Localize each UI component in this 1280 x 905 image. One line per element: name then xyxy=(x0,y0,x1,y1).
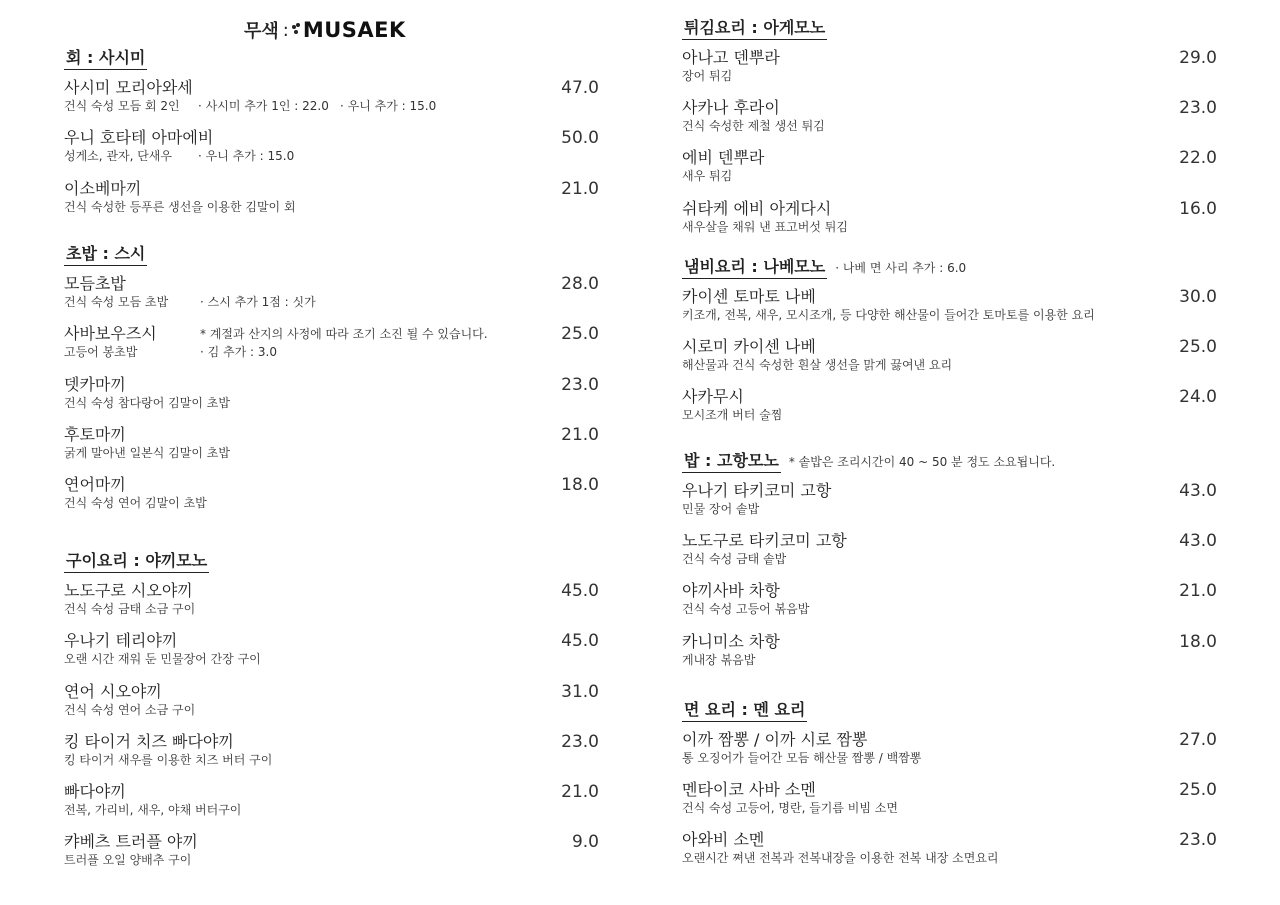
menu-item xyxy=(64,425,599,475)
item-description: 건식 숙성 참다랑어 김말이 초밥 xyxy=(64,395,230,410)
item-price: 21.0 xyxy=(561,424,599,445)
item-option: · 김 추가 : 3.0 xyxy=(200,345,277,360)
item-price: 21.0 xyxy=(1179,581,1217,602)
menu-item xyxy=(64,475,599,525)
item-price: 23.0 xyxy=(1179,830,1217,851)
item-name: 우니 호타테 아마에비 xyxy=(64,128,214,148)
menu-section xyxy=(64,551,599,868)
section-header xyxy=(64,551,599,575)
menu-item xyxy=(682,531,1217,581)
brand-english: MUSAEK xyxy=(302,18,406,42)
section-title: 밥 : 고항모노 xyxy=(682,451,781,473)
item-description: 건식 숙성 모듬 회 2인 xyxy=(64,99,180,113)
section-title: 냄비요리 : 나베모노 xyxy=(682,257,827,279)
section-title: 튀김요리 : 아게모노 xyxy=(682,18,827,40)
menu-item xyxy=(682,287,1217,337)
item-description: 건식 숙성 고등어 볶음밥 xyxy=(682,602,810,617)
item-description: 건식 숙성한 등푸른 생선을 이용한 김말이 회 xyxy=(64,199,296,214)
item-price: 25.0 xyxy=(1179,337,1217,358)
menu-item xyxy=(64,832,599,882)
item-name: 카니미소 차항 xyxy=(682,631,780,651)
menu-item xyxy=(682,337,1217,387)
section-note: · 나베 면 사리 추가 : 6.0 xyxy=(835,261,967,275)
item-price: 45.0 xyxy=(561,581,599,601)
item-name: 연어마끼 xyxy=(64,475,126,495)
item-description: 건식 숙성 금태 솥밥 xyxy=(682,552,787,567)
menu-item xyxy=(64,682,599,732)
item-name: 야끼사바 차항 xyxy=(682,581,780,601)
item-price: 27.0 xyxy=(1179,730,1217,750)
item-name: 멘타이코 사바 소멘 xyxy=(682,780,816,800)
item-name: 뎃카마끼 xyxy=(64,374,126,394)
menu-section xyxy=(682,700,1217,866)
menu-item xyxy=(64,375,599,425)
section-title: 구이요리 : 야끼모노 xyxy=(64,551,209,573)
item-description: 건식 숙성 금태 소금 구이 xyxy=(64,602,196,616)
item-list xyxy=(64,78,599,229)
menu-item xyxy=(64,274,599,324)
item-name: 노도구로 타키코미 고항 xyxy=(682,531,847,551)
brand-mark-icon xyxy=(292,23,301,37)
menu-item xyxy=(682,199,1217,249)
menu-item xyxy=(64,324,599,374)
menu-item xyxy=(682,780,1217,830)
item-description: 오랜 시간 재워 둔 민물장어 간장 구이 xyxy=(64,652,261,667)
item-description: 키조개, 전복, 새우, 모시조개, 등 다양한 해산물이 들어간 토마토를 이용한 요리 xyxy=(682,308,1095,322)
menu-section xyxy=(64,244,599,511)
section-header xyxy=(682,18,1217,42)
menu-item xyxy=(682,632,1217,682)
item-description: 킹 타이거 새우를 이용한 치즈 버터 구이 xyxy=(64,752,273,767)
item-price: 25.0 xyxy=(561,324,599,345)
section-header xyxy=(64,48,599,72)
item-option: · 우니 추가 : 15.0 xyxy=(198,149,295,164)
item-description: 새우 튀김 xyxy=(682,169,733,184)
menu-item xyxy=(682,148,1217,198)
section-title: 초밥 : 스시 xyxy=(64,244,147,266)
item-description: 성게소, 관자, 단새우 xyxy=(64,149,172,164)
item-name: 캬베츠 트러플 야끼 xyxy=(64,832,198,852)
item-price: 29.0 xyxy=(1179,48,1217,68)
item-name: 시로미 카이센 나베 xyxy=(682,337,816,357)
item-description: 건식 숙성 연어 소금 구이 xyxy=(64,702,196,717)
item-name: 에비 덴뿌라 xyxy=(682,148,765,168)
item-option: · 사시미 추가 1인 : 22.0 xyxy=(198,99,329,113)
section-header xyxy=(64,244,599,268)
item-description: 오랜시간 쪄낸 전복과 전복내장을 이용한 전복 내장 소면요리 xyxy=(682,851,999,866)
item-list xyxy=(64,581,599,883)
menu-item xyxy=(64,631,599,681)
item-name: 모듬초밥 xyxy=(64,274,126,293)
menu-item xyxy=(64,78,599,128)
menu-item xyxy=(64,782,599,832)
item-name: 사바보우즈시 xyxy=(64,324,157,344)
item-name: 사카무시 xyxy=(682,387,744,407)
menu-item xyxy=(64,128,599,178)
item-price: 21.0 xyxy=(561,178,599,199)
item-description: 건식 숙성 모듬 초밥 xyxy=(64,295,169,309)
menu-section xyxy=(682,18,1217,234)
item-price: 25.0 xyxy=(1179,780,1217,801)
item-list xyxy=(682,730,1217,881)
section-header xyxy=(682,700,1217,724)
item-name: 사카나 후라이 xyxy=(682,98,780,118)
brand-separator: : xyxy=(282,19,289,41)
menu-item xyxy=(682,48,1217,98)
item-description: 건식 숙성한 제철 생선 튀김 xyxy=(682,119,825,134)
item-price: 23.0 xyxy=(561,731,599,752)
item-name: 노도구로 시오야끼 xyxy=(64,581,193,600)
item-price: 16.0 xyxy=(1179,198,1217,219)
section-title: 회 : 사시미 xyxy=(64,48,147,70)
item-description: 모시조개 버터 술찜 xyxy=(682,408,783,423)
item-description: 건식 숙성 고등어, 명란, 들기름 비빔 소면 xyxy=(682,801,898,816)
section-header xyxy=(682,451,1217,475)
item-name: 카이센 토마토 나베 xyxy=(682,287,816,306)
item-description: 전복, 가리비, 새우, 야채 버터구이 xyxy=(64,803,242,818)
item-list xyxy=(682,481,1217,682)
item-description: 건식 숙성 연어 김말이 초밥 xyxy=(64,496,207,511)
item-name: 쉬타케 에비 아게다시 xyxy=(682,198,832,218)
item-name: 이까 짬뽕 / 이까 시로 짬뽕 xyxy=(682,730,868,749)
item-price: 18.0 xyxy=(561,475,599,496)
item-price: 28.0 xyxy=(561,274,599,294)
menu-section xyxy=(682,451,1217,667)
item-option: · 스시 추가 1점 : 싯가 xyxy=(200,295,316,309)
section-note: * 솥밥은 조리시간이 40 ~ 50 분 정도 소요됩니다. xyxy=(788,455,1056,469)
item-name: 사시미 모리아와세 xyxy=(64,78,193,97)
item-description: 해산물과 건식 숙성한 흰살 생선을 맑게 끓여낸 요리 xyxy=(682,358,953,373)
menu-item xyxy=(682,830,1217,880)
item-list xyxy=(682,48,1217,249)
item-price: 23.0 xyxy=(1179,98,1217,119)
section-header xyxy=(682,257,1217,281)
item-name: 후토마끼 xyxy=(64,424,126,444)
item-price: 31.0 xyxy=(561,681,599,702)
brand-logo xyxy=(244,17,406,43)
item-name: 우나기 타키코미 고항 xyxy=(682,481,832,500)
menu-item xyxy=(64,732,599,782)
menu-item xyxy=(64,581,599,631)
menu-item xyxy=(682,730,1217,780)
menu-item xyxy=(64,179,599,229)
item-price: 47.0 xyxy=(561,78,599,98)
brand-korean: 무색 xyxy=(244,21,279,42)
item-description: 통 오징어가 들어간 모듬 해산물 짬뽕 / 백짬뽕 xyxy=(682,751,922,765)
menu-item xyxy=(682,481,1217,531)
section-title: 면 요리 : 멘 요리 xyxy=(682,700,807,722)
item-description: 새우살을 채워 낸 표고버섯 튀김 xyxy=(682,219,848,234)
menu-item xyxy=(682,98,1217,148)
item-description: 트러플 오일 양배추 구이 xyxy=(64,853,192,868)
item-price: 43.0 xyxy=(1179,531,1217,552)
item-option: · 우니 추가 : 15.0 xyxy=(340,99,437,113)
item-price: 30.0 xyxy=(1179,287,1217,307)
menu-section xyxy=(682,257,1217,423)
item-note: * 계절과 산지의 사정에 따라 조기 소진 될 수 있습니다. xyxy=(200,327,488,342)
item-description: 고등어 봉초밥 xyxy=(64,345,138,360)
item-price: 24.0 xyxy=(1179,387,1217,408)
item-price: 45.0 xyxy=(561,631,599,652)
item-name: 이소베마끼 xyxy=(64,178,142,198)
menu-item xyxy=(682,387,1217,437)
item-price: 21.0 xyxy=(561,782,599,803)
item-description: 민물 장어 솥밥 xyxy=(682,502,760,516)
menu-section xyxy=(64,48,599,214)
item-description: 장어 튀김 xyxy=(682,69,733,83)
item-price: 50.0 xyxy=(561,128,599,149)
item-list xyxy=(64,274,599,525)
item-name: 우나기 테리야끼 xyxy=(64,631,178,651)
item-price: 23.0 xyxy=(561,374,599,395)
item-price: 43.0 xyxy=(1179,481,1217,501)
item-description: 게내장 볶음밥 xyxy=(682,652,756,667)
item-list xyxy=(682,287,1217,438)
item-name: 아와비 소멘 xyxy=(682,830,765,850)
item-name: 연어 시오야끼 xyxy=(64,681,162,701)
item-name: 킹 타이거 치즈 빠다야끼 xyxy=(64,731,234,751)
item-name: 빠다야끼 xyxy=(64,782,126,802)
item-price: 18.0 xyxy=(1179,631,1217,652)
item-price: 9.0 xyxy=(571,832,599,853)
item-name: 아나고 덴뿌라 xyxy=(682,48,780,67)
item-description: 굵게 말아낸 일본식 김말이 초밥 xyxy=(64,445,230,460)
menu-item xyxy=(682,581,1217,631)
item-price: 22.0 xyxy=(1179,148,1217,169)
